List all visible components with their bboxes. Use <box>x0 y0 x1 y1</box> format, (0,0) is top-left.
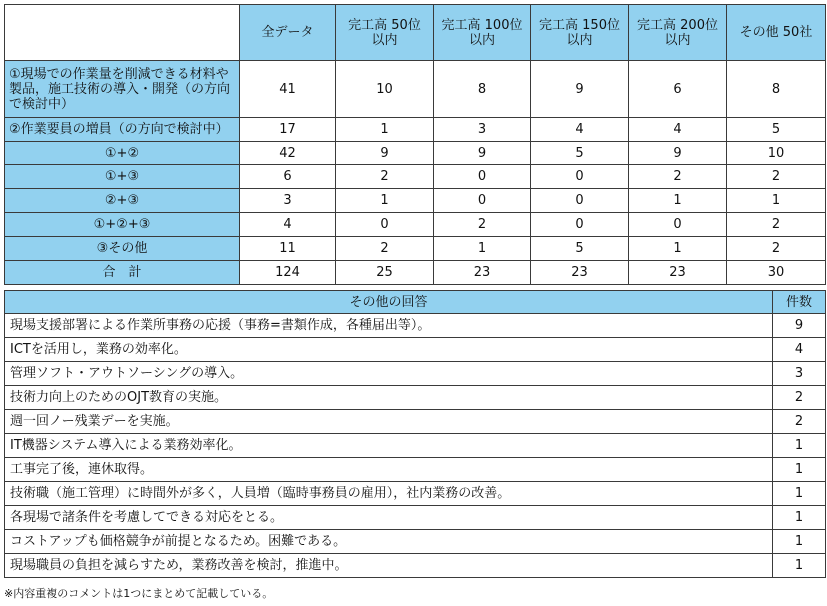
col-header-top50: 完工高 50位 以内 <box>336 5 434 61</box>
answer-text: 現場支援部署による作業所事務の応援（事務=書類作成，各種届出等）。 <box>5 314 773 338</box>
answer-count: 1 <box>773 530 826 554</box>
table-row <box>5 237 826 261</box>
cell-value: 4 <box>531 118 629 142</box>
cell-value: 23 <box>629 261 727 285</box>
answer-count: 4 <box>773 338 826 362</box>
table-row <box>5 338 826 362</box>
cell-value: 0 <box>629 213 727 237</box>
cell-value: 1 <box>727 189 826 213</box>
row-label: ①現場での作業量を削減できる材料や製品，施工技術の導入・開発（の方向で検討中） <box>5 61 240 118</box>
cell-value: 1 <box>336 118 434 142</box>
table-row <box>5 189 826 213</box>
row-label: ③その他 <box>5 237 240 261</box>
other-answers-table <box>4 290 826 578</box>
answer-count: 1 <box>773 554 826 578</box>
table-row <box>5 554 826 578</box>
cell-value: 9 <box>531 61 629 118</box>
cell-value: 1 <box>629 237 727 261</box>
answer-text: 技術力向上のためのOJT教育の実施。 <box>5 386 773 410</box>
answer-count: 2 <box>773 386 826 410</box>
table-row <box>5 458 826 482</box>
cell-value: 3 <box>240 189 336 213</box>
col-header-top200: 完工高 200位 以内 <box>629 5 727 61</box>
cell-value: 1 <box>434 237 531 261</box>
answer-text: 工事完了後，連休取得。 <box>5 458 773 482</box>
answer-count: 2 <box>773 410 826 434</box>
row-label: ①+② <box>5 142 240 165</box>
cell-value: 8 <box>727 61 826 118</box>
cell-value: 2 <box>727 213 826 237</box>
answer-text: 管理ソフト・アウトソーシングの導入。 <box>5 362 773 386</box>
cell-value: 0 <box>531 189 629 213</box>
cell-value: 10 <box>336 61 434 118</box>
cell-value: 17 <box>240 118 336 142</box>
row-label-total: 合 計 <box>5 261 240 285</box>
table-row <box>5 482 826 506</box>
cell-value: 0 <box>531 213 629 237</box>
cell-value: 5 <box>531 237 629 261</box>
answer-count: 1 <box>773 482 826 506</box>
summary-corner-cell <box>5 5 240 61</box>
answer-count: 1 <box>773 434 826 458</box>
cell-value: 6 <box>240 165 336 189</box>
total-row <box>5 261 826 285</box>
cell-value: 23 <box>434 261 531 285</box>
col-header-top100: 完工高 100位 以内 <box>434 5 531 61</box>
cell-value: 0 <box>434 189 531 213</box>
col-header-count: 件数 <box>773 291 826 314</box>
cell-value: 6 <box>629 61 727 118</box>
col-header-answer: その他の回答 <box>5 291 773 314</box>
cell-value: 9 <box>336 142 434 165</box>
answer-text: ICTを活用し，業務の効率化。 <box>5 338 773 362</box>
footnote: ※内容重複のコメントは1つにまとめて記載している。 <box>4 587 274 600</box>
row-label: ①+③ <box>5 165 240 189</box>
answer-count: 3 <box>773 362 826 386</box>
cell-value: 23 <box>531 261 629 285</box>
cell-value: 30 <box>727 261 826 285</box>
cell-value: 2 <box>336 165 434 189</box>
cell-value: 25 <box>336 261 434 285</box>
table-row <box>5 434 826 458</box>
cell-value: 2 <box>434 213 531 237</box>
col-header-top150: 完工高 150位 以内 <box>531 5 629 61</box>
cell-value: 1 <box>629 189 727 213</box>
row-label: ②+③ <box>5 189 240 213</box>
table-row <box>5 530 826 554</box>
cell-value: 1 <box>336 189 434 213</box>
answer-text: 週一回ノー残業デーを実施。 <box>5 410 773 434</box>
col-header-other50: その他 50社 <box>727 5 826 61</box>
cell-value: 4 <box>629 118 727 142</box>
cell-value: 2 <box>629 165 727 189</box>
cell-value: 0 <box>531 165 629 189</box>
summary-header-row <box>5 5 826 61</box>
answer-text: 各現場で諸条件を考慮してできる対応をとる。 <box>5 506 773 530</box>
table-row <box>5 314 826 338</box>
table-row <box>5 362 826 386</box>
cell-value: 9 <box>434 142 531 165</box>
table-row <box>5 142 826 165</box>
cell-value: 5 <box>531 142 629 165</box>
cell-value: 9 <box>629 142 727 165</box>
cell-value: 124 <box>240 261 336 285</box>
cell-value: 42 <box>240 142 336 165</box>
cell-value: 41 <box>240 61 336 118</box>
cell-value: 3 <box>434 118 531 142</box>
cell-value: 10 <box>727 142 826 165</box>
cell-value: 11 <box>240 237 336 261</box>
cell-value: 0 <box>336 213 434 237</box>
table-row <box>5 386 826 410</box>
cell-value: 5 <box>727 118 826 142</box>
col-header-all: 全データ <box>240 5 336 61</box>
table-row <box>5 410 826 434</box>
cell-value: 2 <box>727 237 826 261</box>
table-row <box>5 213 826 237</box>
answer-text: IT機器システム導入による業務効率化。 <box>5 434 773 458</box>
other-answers-header-row <box>5 291 826 314</box>
cell-value: 2 <box>727 165 826 189</box>
cell-value: 0 <box>434 165 531 189</box>
answer-count: 1 <box>773 458 826 482</box>
row-label: ①+②+③ <box>5 213 240 237</box>
summary-table <box>4 4 826 285</box>
cell-value: 4 <box>240 213 336 237</box>
cell-value: 8 <box>434 61 531 118</box>
table-row <box>5 506 826 530</box>
answer-text: 技術職（施工管理）に時間外が多く，人員増（臨時事務員の雇用），社内業務の改善。 <box>5 482 773 506</box>
table-row <box>5 118 826 142</box>
table-row <box>5 165 826 189</box>
cell-value: 2 <box>336 237 434 261</box>
answer-count: 1 <box>773 506 826 530</box>
answer-text: 現場職員の負担を減らすため，業務改善を検討，推進中。 <box>5 554 773 578</box>
answer-count: 9 <box>773 314 826 338</box>
row-label: ②作業要員の増員（の方向で検討中） <box>5 118 240 142</box>
table-row <box>5 61 826 118</box>
answer-text: コストアップも価格競争が前提となるため。困難である。 <box>5 530 773 554</box>
